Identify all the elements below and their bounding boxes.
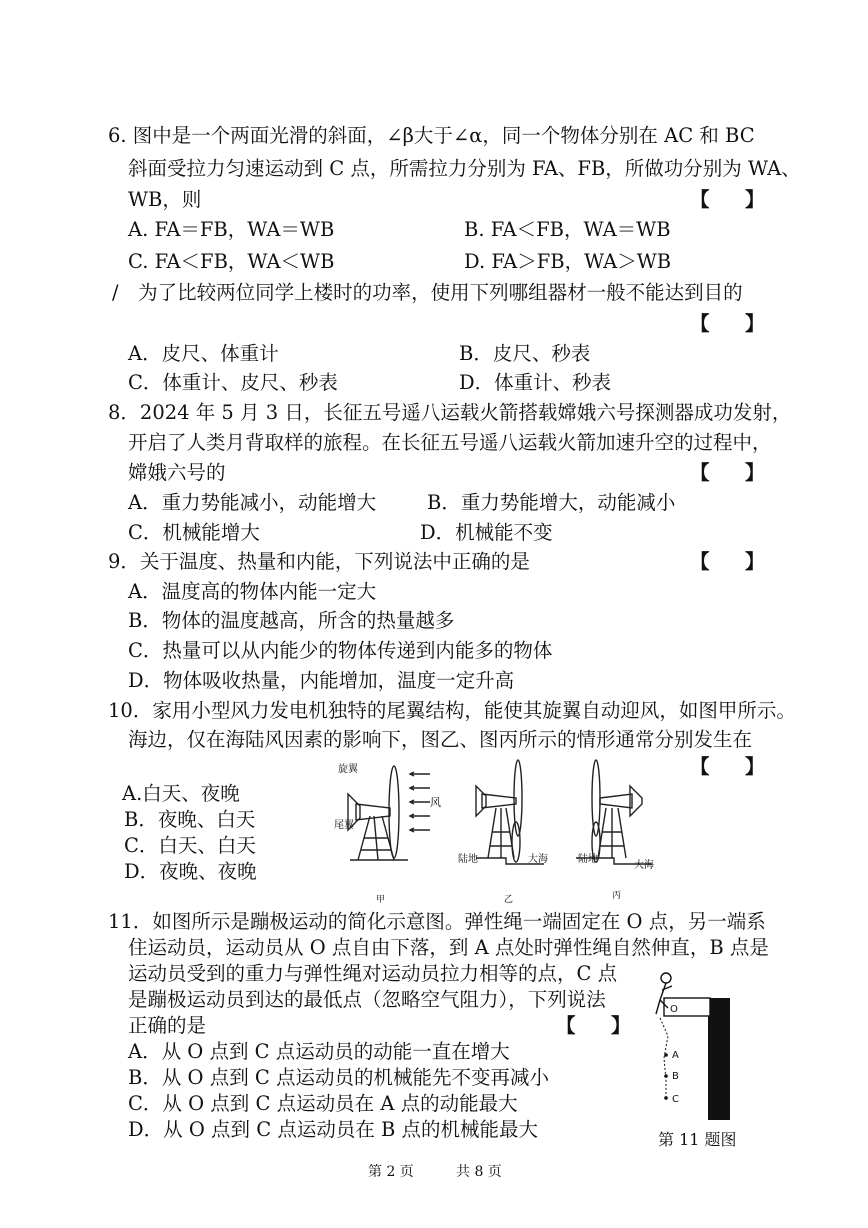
q9-option-b: B．物体的温度越高，所含的热量越多 — [128, 609, 455, 632]
q11-figure-caption: 第 11 题图 — [658, 1130, 737, 1149]
q10-line2: 海边，仅在海陆风因素的影响下，图乙、图丙所示的情形通常分别发生在 — [128, 728, 753, 751]
q10-option-c: C．白天、白天 — [124, 834, 256, 857]
q7-option-b: B．皮尺、秒表 — [459, 342, 591, 365]
q6-option-c: C. FA＜FB，WA＜WB — [128, 250, 335, 273]
q7-line1: / 为了比较两位同学上楼时的功率，使用下列哪组器材一般不能达到目的 — [112, 281, 743, 304]
turbine-yi — [476, 760, 544, 864]
q6-line3: WB，则 — [128, 188, 202, 211]
q10-option-d: D．夜晚、夜晚 — [124, 860, 257, 883]
q11-option-c: C．从 O 点到 C 点运动员在 A 点的动能最大 — [128, 1092, 518, 1115]
q10-option-b: B．夜晚、白天 — [124, 808, 256, 831]
label-bing: 丙 — [612, 891, 622, 901]
wind-turbine-figure — [330, 758, 670, 906]
label-wind: 风 — [430, 796, 441, 809]
q6-bracket: 【 】 — [690, 188, 773, 211]
q9-option-c: C．热量可以从内能少的物体传递到内能多的物体 — [128, 639, 553, 662]
q11-line5: 正确的是 — [128, 1014, 207, 1037]
label-land-yi: 陆地 — [458, 854, 478, 865]
q11-option-b: B．从 O 点到 C 点运动员的机械能先不变再减小 — [128, 1066, 550, 1089]
footer-total-pages: 共 8 页 — [456, 1164, 502, 1180]
q7-option-c: C．体重计、皮尺、秒表 — [128, 371, 338, 394]
label-jia: 甲 — [376, 895, 386, 905]
q8-bracket: 【 】 — [690, 461, 773, 484]
q11-line3: 运动员受到的重力与弹性绳对运动员拉力相等的点，C 点 — [128, 962, 618, 985]
point-a: A — [672, 1050, 679, 1061]
q8-option-b: B．重力势能增大，动能减小 — [427, 491, 676, 514]
q9-bracket: 【 】 — [690, 550, 773, 573]
q11-option-d: D．从 O 点到 C 点运动员在 B 点的机械能最大 — [128, 1118, 539, 1141]
q11-line1: 11．如图所示是蹦极运动的简化示意图。弹性绳一端固定在 O 点，另一端系 — [108, 910, 766, 933]
q11-option-a: A．从 O 点到 C 点运动员的动能一直在增大 — [128, 1040, 510, 1063]
point-o: O — [670, 1004, 678, 1015]
footer-page-number: 第 2 页 — [368, 1164, 414, 1180]
q11-line2: 住运动员，运动员从 O 点自由下落，到 A 点处时弹性绳自然伸直，B 点是 — [128, 936, 769, 959]
q7-option-d: D．体重计、秒表 — [459, 371, 612, 394]
q9-option-d: D．物体吸收热量，内能增加，温度一定升高 — [128, 669, 515, 692]
q8-line3: 嫦娥六号的 — [128, 461, 226, 484]
q6-option-a: A. FA＝FB，WA＝WB — [128, 218, 335, 241]
label-sea-yi: 大海 — [528, 854, 548, 865]
q8-option-c: C．机械能增大 — [128, 521, 260, 544]
q6-line1: 6. 图中是一个两面光滑的斜面，∠β大于∠α，同一个物体分别在 AC 和 BC — [108, 124, 755, 147]
q10-line1: 10．家用小型风力发电机独特的尾翼结构，能使其旋翼自动迎风，如图甲所示。 — [108, 699, 796, 722]
label-yi: 乙 — [504, 895, 514, 905]
q8-option-d: D．机械能不变 — [420, 521, 553, 544]
q11-bracket: 【 】 — [556, 1014, 639, 1037]
cliff-wall — [708, 998, 730, 1120]
q7-option-a: A．皮尺、体重计 — [128, 342, 279, 365]
q6-option-b: B. FA＜FB，WA＝WB — [464, 218, 671, 241]
bungee-figure — [640, 968, 750, 1128]
label-tail: 尾翼 — [334, 820, 354, 831]
q6-option-d: D. FA＞FB，WA＞WB — [464, 250, 672, 273]
point-c: C — [672, 1094, 679, 1105]
point-b: B — [672, 1071, 679, 1082]
q8-line2: 开启了人类月背取样的旅程。在长征五号遥八运载火箭加速升空的过程中， — [128, 431, 772, 454]
label-sea-bing: 大海 — [634, 860, 654, 871]
turbine-bing — [576, 760, 652, 864]
elastic-rope — [660, 1018, 668, 1098]
q6-line2: 斜面受拉力匀速运动到 C 点，所需拉力分别为 FA、FB，所做功分别为 WA、 — [128, 157, 801, 180]
label-land-bing: 陆地 — [578, 854, 598, 865]
q8-option-a: A．重力势能减小，动能增大 — [128, 491, 377, 514]
q11-line4: 是蹦极运动员到达的最低点（忽略空气阻力），下列说法 — [128, 988, 606, 1011]
q8-line1: 8．2024 年 5 月 3 日，长征五号遥八运载火箭搭载嫦娥六号探测器成功发射， — [108, 401, 792, 424]
q7-bracket: 【 】 — [690, 312, 773, 335]
q9-line1: 9．关于温度、热量和内能，下列说法中正确的是 — [108, 550, 530, 573]
turbine-jia — [348, 766, 430, 860]
q10-bracket: 【 】 — [690, 755, 773, 778]
label-rotor: 旋翼 — [338, 764, 358, 775]
q9-option-a: A．温度高的物体内能一定大 — [128, 580, 377, 603]
q10-option-a: A.白天、夜晚 — [122, 782, 240, 805]
